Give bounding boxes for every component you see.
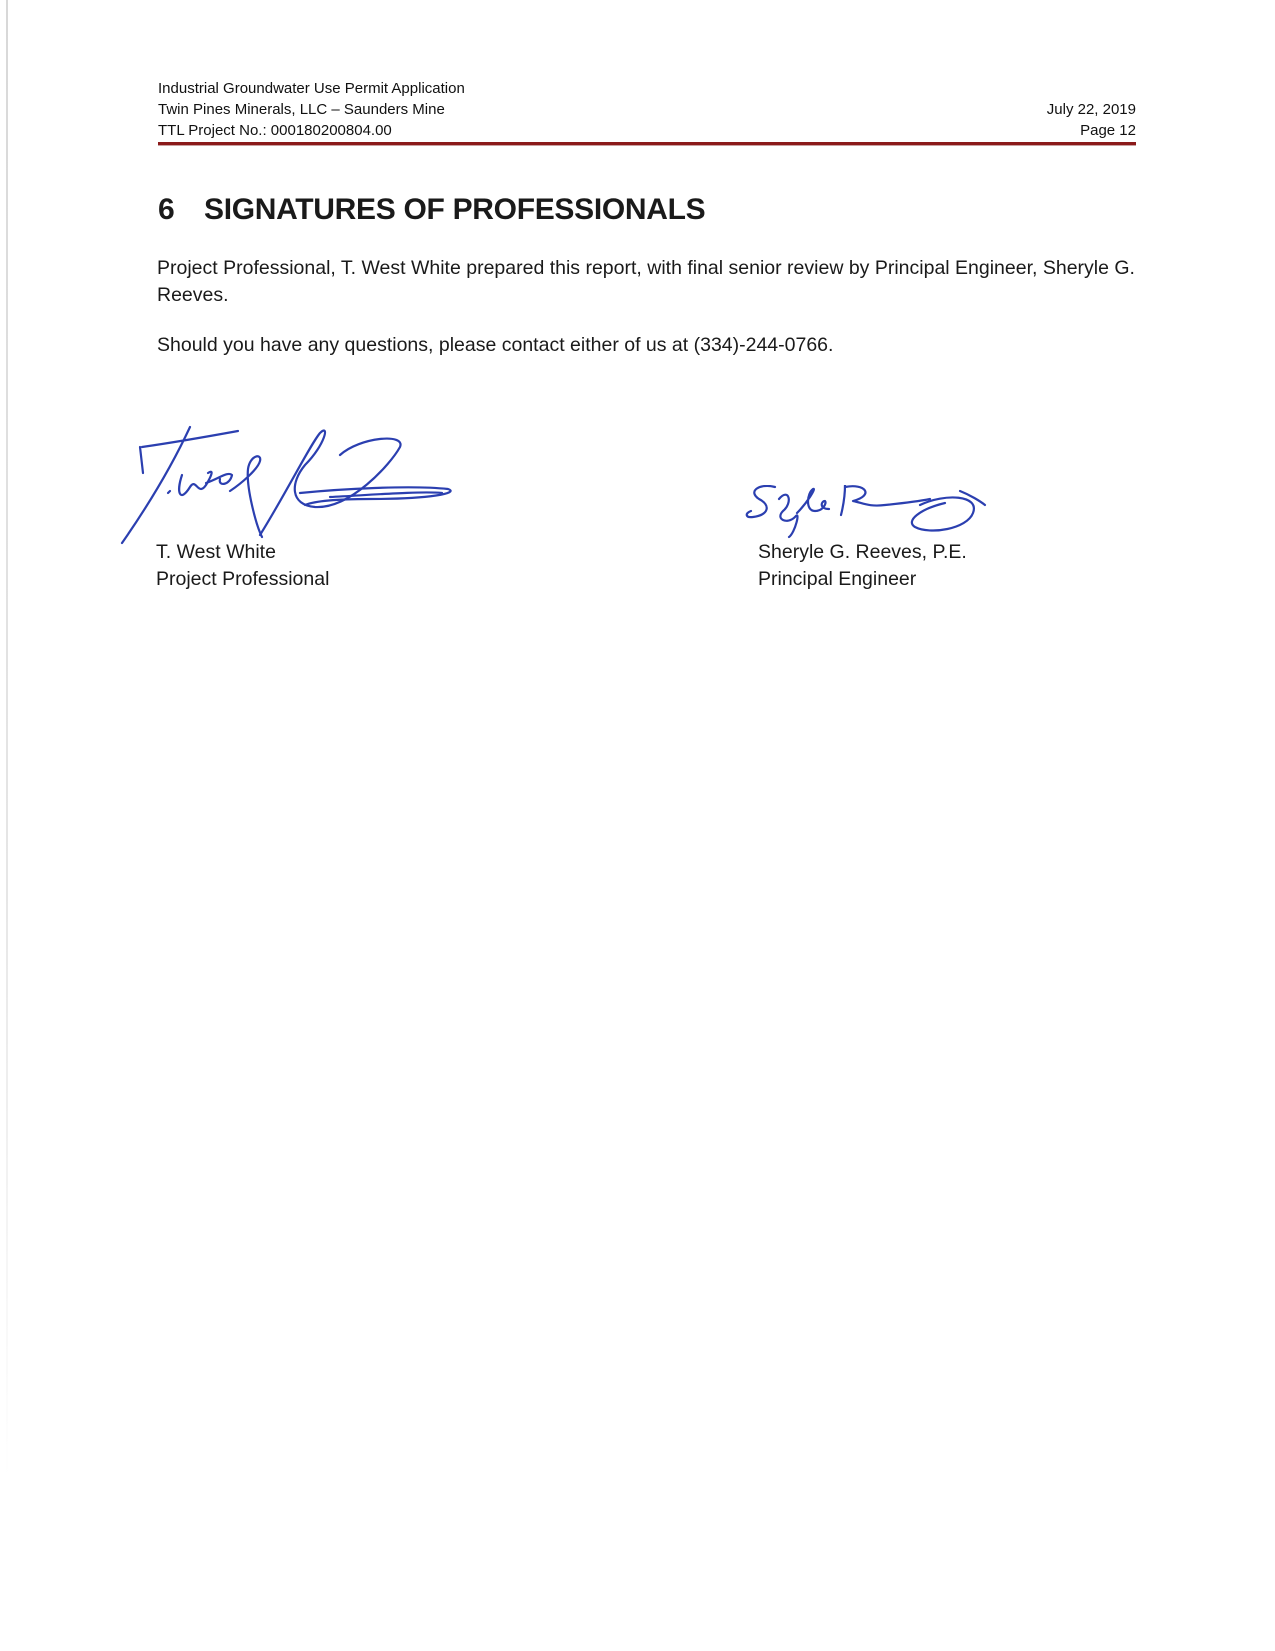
header-date: July 22, 2019 [1046,101,1136,118]
signatory-left [156,539,329,593]
signatory-right-title: Principal Engineer [758,568,917,590]
paragraph-preparers: Project Professional, T. West White prepared this report, with final senior review by Principal Engineer, Sheryle G. Reeves. [157,257,1135,306]
paragraph-contact: Should you have any questions, please contact either of us at (334)-244-0766. [157,334,834,356]
signatory-left-name: T. West White [156,541,276,563]
signatory-right [758,539,967,593]
header-page-number: Page 12 [1080,122,1136,139]
section-title: SIGNATURES OF PROFESSIONALS [204,193,706,226]
signatory-left-title: Project Professional [156,568,330,590]
signatory-right-name: Sheryle G. Reeves, P.E. [758,541,967,563]
page-header [158,78,1136,142]
header-project-number: TTL Project No.: 000180200804.00 [158,122,392,139]
section-number: 6 [158,193,175,226]
header-document-title: Industrial Groundwater Use Permit Application [158,80,465,97]
header-divider-shadow [158,145,1136,146]
header-date-page [1047,99,1136,141]
header-client-name: Twin Pines Minerals, LLC – Saunders Mine [158,101,445,118]
scan-page-edge [6,0,8,1480]
header-document-info [158,78,465,141]
section-heading [158,193,705,227]
